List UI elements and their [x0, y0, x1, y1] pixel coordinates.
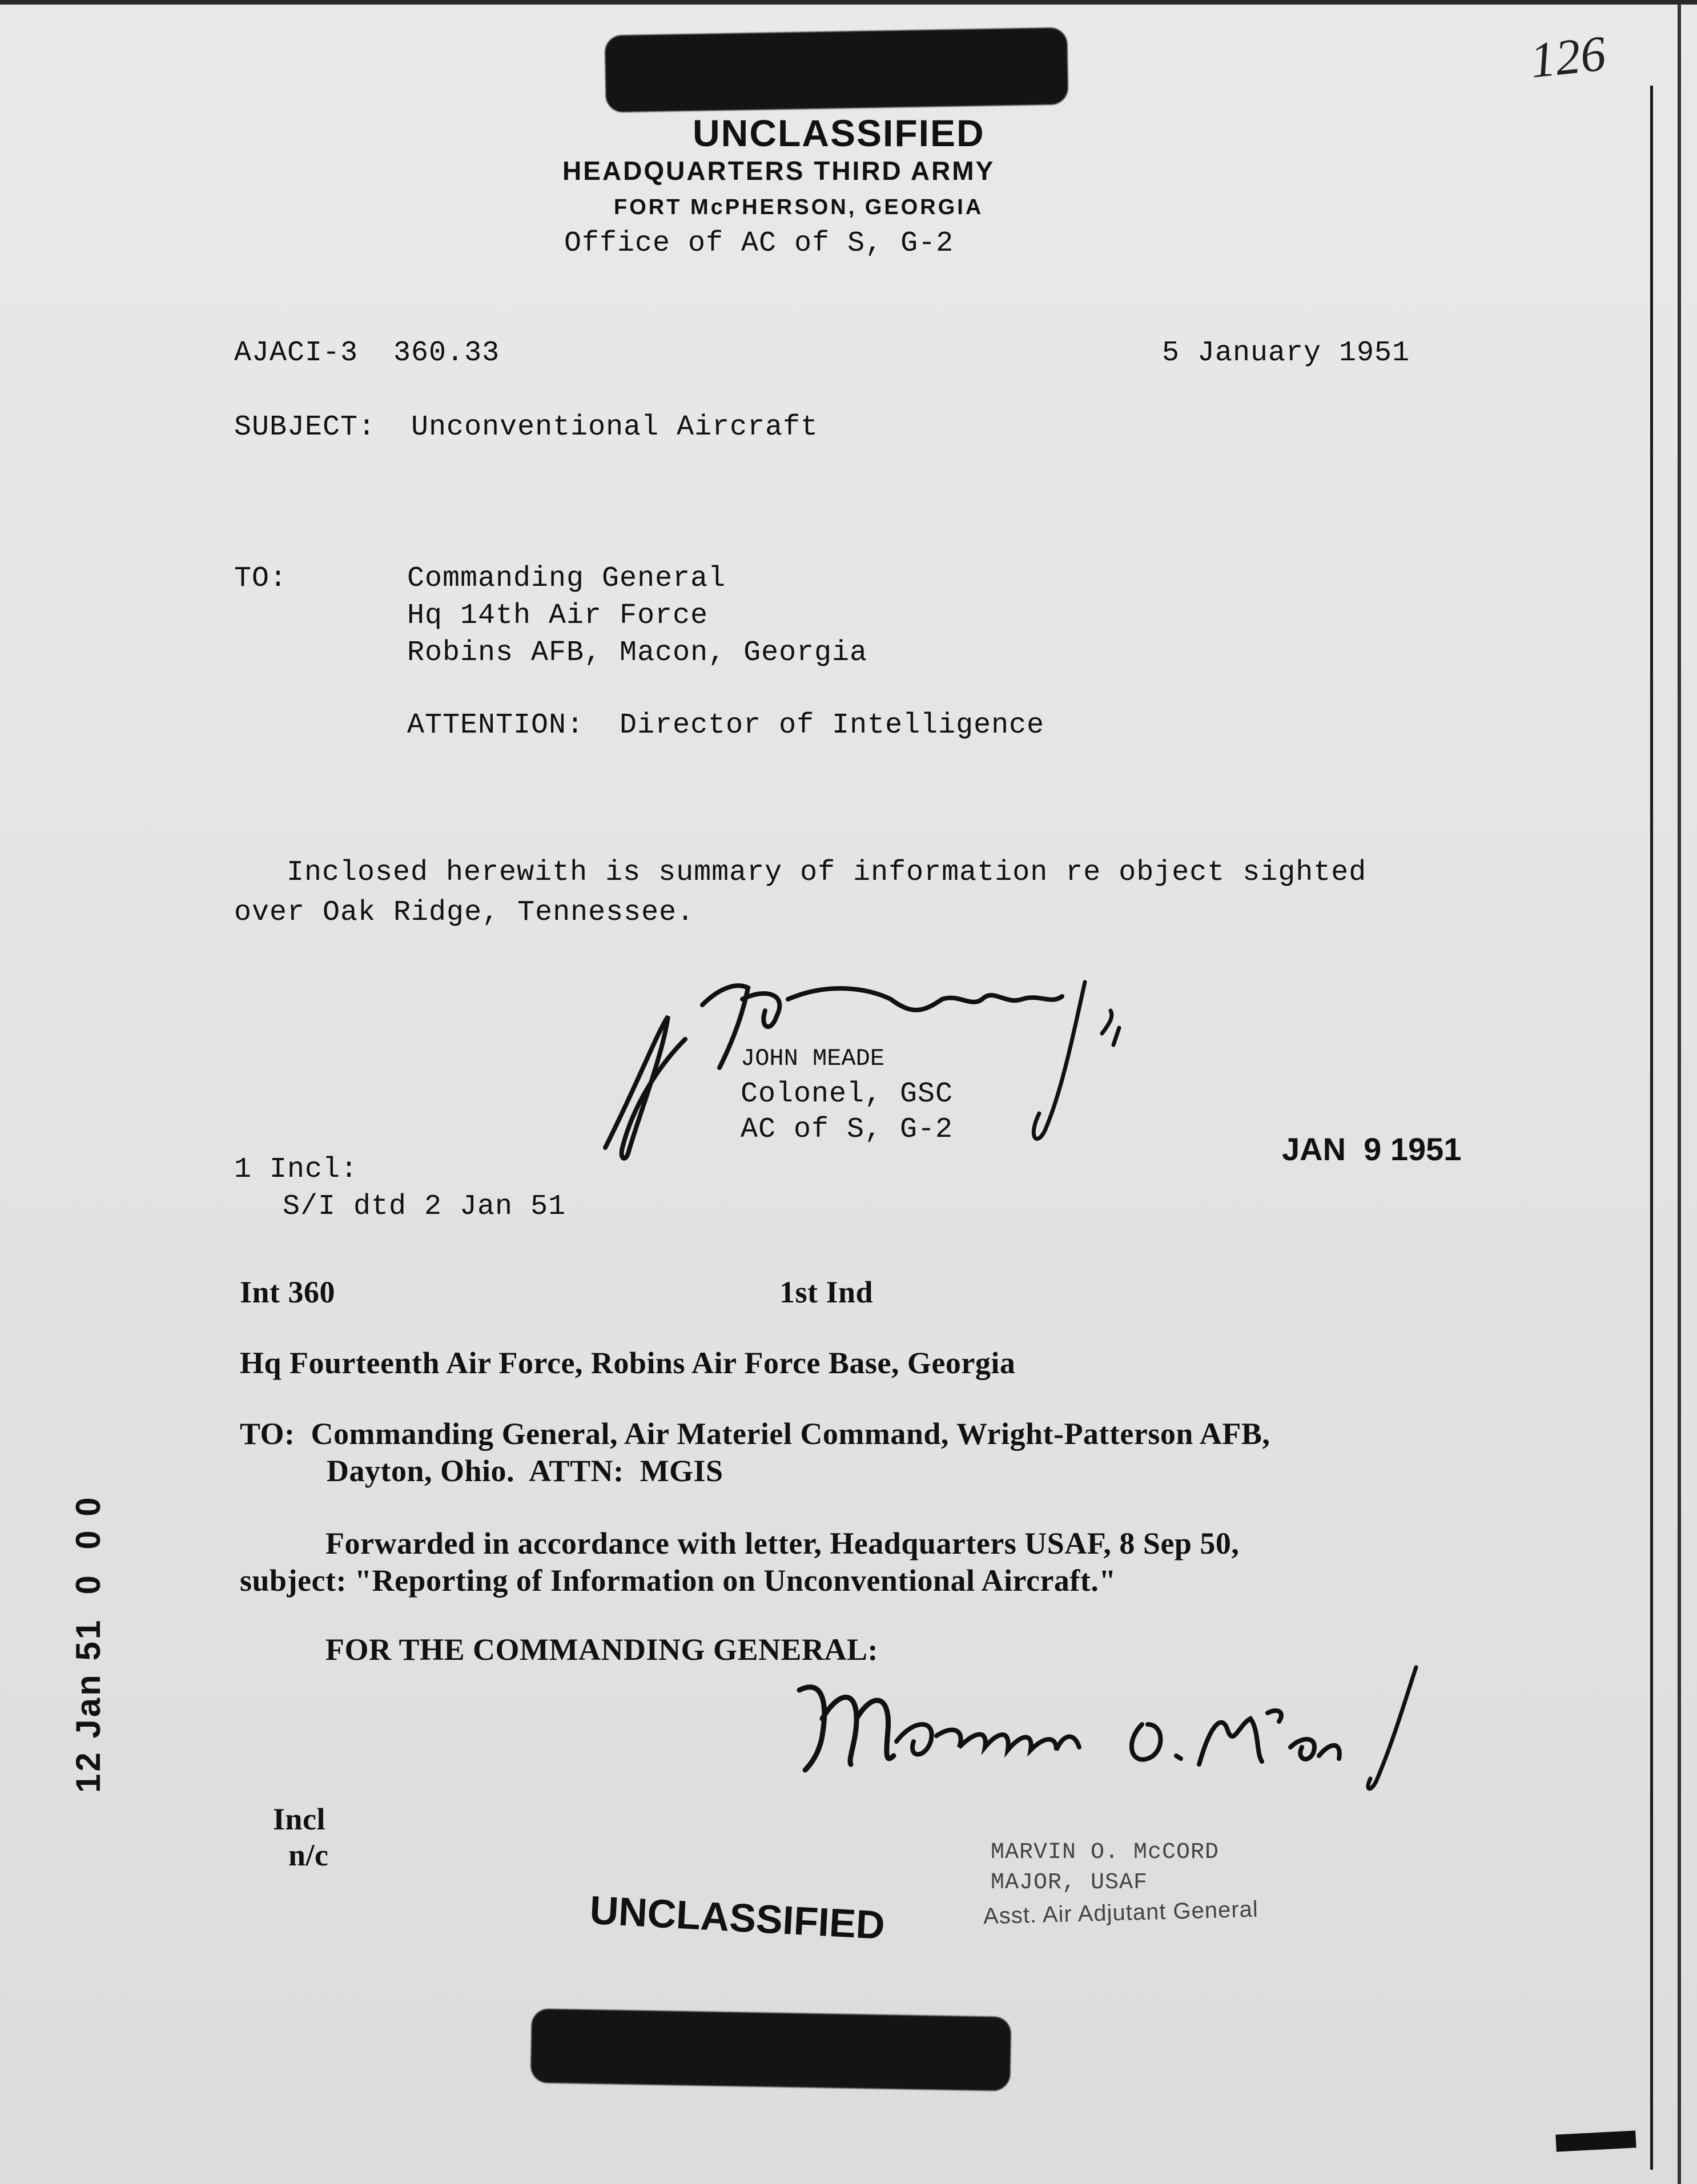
page-edge-line-outer — [1678, 0, 1681, 2184]
page-number-handwritten: 126 — [1527, 26, 1608, 89]
subject-line: SUBJECT: Unconventional Aircraft — [234, 411, 819, 444]
file-reference: AJACI-3 360.33 — [234, 337, 500, 369]
received-stamp: JAN 9 1951 — [1282, 1131, 1462, 1167]
redaction-bar-bottom — [530, 2009, 1011, 2092]
side-date-stamp: 12 Jan 51 0 0 0 — [69, 1495, 107, 1793]
to-line-3: Robins AFB, Macon, Georgia — [407, 637, 868, 669]
attention-line: ATTENTION: Director of Intelligence — [407, 709, 1045, 742]
page-top-line — [0, 0, 1697, 5]
signature-mccord — [788, 1656, 1445, 1804]
indorsement-number: 1st Ind — [779, 1275, 874, 1309]
to-label: TO: — [234, 562, 288, 595]
org-name: HEADQUARTERS THIRD ARMY — [562, 156, 995, 186]
org-location: FORT McPHERSON, GEORGIA — [614, 195, 984, 219]
indorsement-body-line-1: Forwarded in accordance with letter, Headquarters USAF, 8 Sep 50, — [325, 1526, 1240, 1560]
incl-label: 1 Incl: — [234, 1153, 359, 1186]
indorsement-from: Hq Fourteenth Air Force, Robins Air Force Base, Georgia — [240, 1346, 1016, 1380]
indorsement-ref: Int 360 — [240, 1275, 336, 1309]
to-line-1: Commanding General — [407, 562, 726, 595]
signer-name: JOHN MEADE — [741, 1045, 885, 1072]
corner-mark — [1555, 2130, 1636, 2151]
indorsement-incl-nc: n/c — [288, 1838, 329, 1872]
classification-bottom: UNCLASSIFIED — [588, 1887, 886, 1948]
office-line: Office of AC of S, G-2 — [564, 227, 954, 260]
redaction-bar-top — [605, 27, 1068, 112]
body-line-1: Inclosed herewith is summary of information re object sighted — [287, 856, 1367, 889]
body-line-2: over Oak Ridge, Tennessee. — [234, 896, 695, 929]
page-edge-line — [1650, 86, 1653, 2170]
for-commanding-general: FOR THE COMMANDING GENERAL: — [325, 1632, 879, 1667]
incl-detail: S/I dtd 2 Jan 51 — [283, 1190, 566, 1223]
signature-meade — [571, 965, 1199, 1182]
signer-title: AC of S, G-2 — [741, 1113, 954, 1146]
stamp-rank: MAJOR, USAF — [991, 1870, 1148, 1896]
indorsement-body-line-2: subject: "Reporting of Information on Unconventional Aircraft." — [240, 1563, 1116, 1598]
to-line-2: Hq 14th Air Force — [407, 600, 709, 632]
stamp-title: Asst. Air Adjutant General — [983, 1896, 1259, 1929]
stamp-name: MARVIN O. McCORD — [991, 1840, 1220, 1865]
indorsement-to-line-2: Dayton, Ohio. ATTN: MGIS — [327, 1454, 723, 1488]
classification-top: UNCLASSIFIED — [693, 112, 985, 154]
indorsement-to-line-1: TO: Commanding General, Air Materiel Command, Wright-Patterson AFB, — [240, 1417, 1270, 1451]
indorsement-incl: Incl — [273, 1802, 326, 1836]
letter-date: 5 January 1951 — [1162, 337, 1410, 369]
signer-rank: Colonel, GSC — [741, 1078, 954, 1111]
